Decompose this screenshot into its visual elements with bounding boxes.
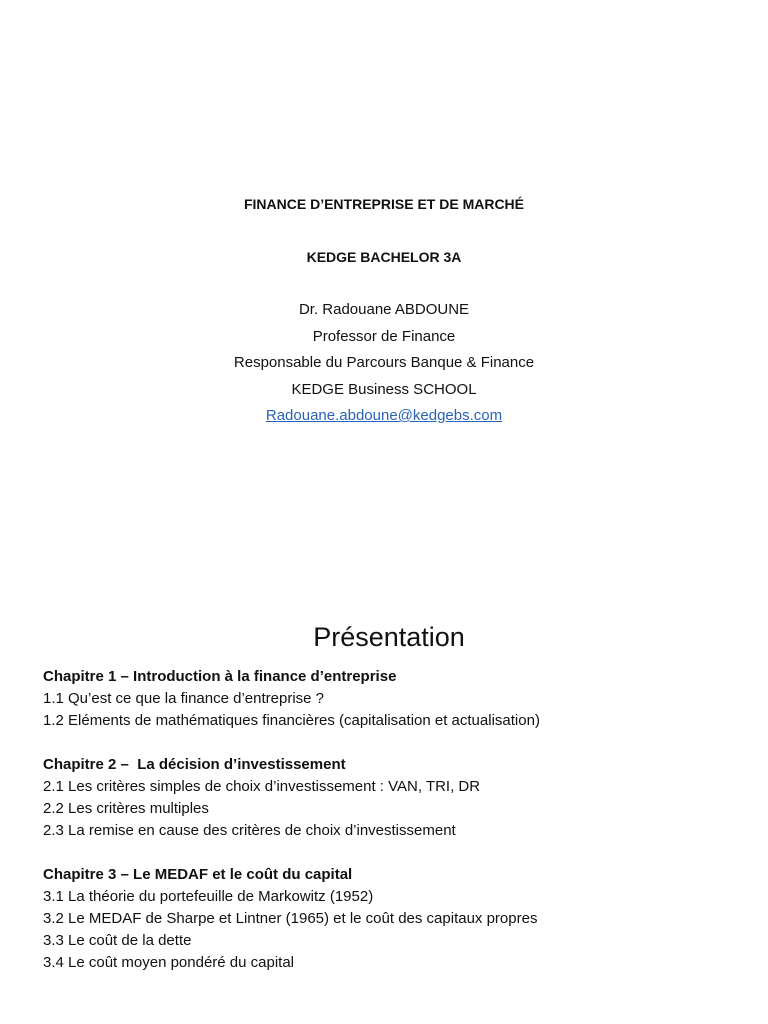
author-role: Responsable du Parcours Banque & Finance [233,354,535,371]
presentation-title: Présentation [313,622,465,652]
chapter-spacer [43,732,763,754]
chapter-3-item: 3.2 Le MEDAF de Sharpe et Lintner (1965) et le coût des capitaux propres [43,910,538,927]
chapter-2-heading: Chapitre 2 – La décision d’investissement [43,756,346,773]
chapter-spacer [43,842,763,864]
chapter-3-item: 3.1 La théorie du portefeuille de Markowitz (1952) [43,888,374,905]
program-name: KEDGE BACHELOR 3A [306,249,462,265]
author-position: Professor de Finance [312,328,456,345]
chapter-3-heading: Chapitre 3 – Le MEDAF et le coût du capital [43,866,353,883]
author-name: Dr. Radouane ABDOUNE [298,301,470,318]
chapter-2-item: 2.1 Les critères simples de choix d’investissement : VAN, TRI, DR [43,778,481,795]
school-name: KEDGE Business SCHOOL [291,381,477,398]
chapter-3-item: 3.3 Le coût de la dette [43,932,192,949]
chapter-2-item: 2.2 Les critères multiples [43,800,209,817]
course-title: FINANCE D’ENTREPRISE ET DE MARCHÉ [243,196,525,212]
email-link[interactable]: Radouane.abdoune@kedgebs.com [265,407,503,424]
chapter-3-item: 3.4 Le coût moyen pondéré du capital [43,954,295,971]
chapter-1-item: 1.1 Qu’est ce que la finance d’entreprise ? [43,690,325,707]
chapter-list [43,666,763,974]
chapter-1-heading: Chapitre 1 – Introduction à la finance d’entreprise [43,668,397,685]
chapter-1-item: 1.2 Eléments de mathématiques financières (capitalisation et actualisation) [43,712,540,729]
chapter-2-item: 2.3 La remise en cause des critères de choix d’investissement [43,822,456,839]
email-row [0,407,768,424]
